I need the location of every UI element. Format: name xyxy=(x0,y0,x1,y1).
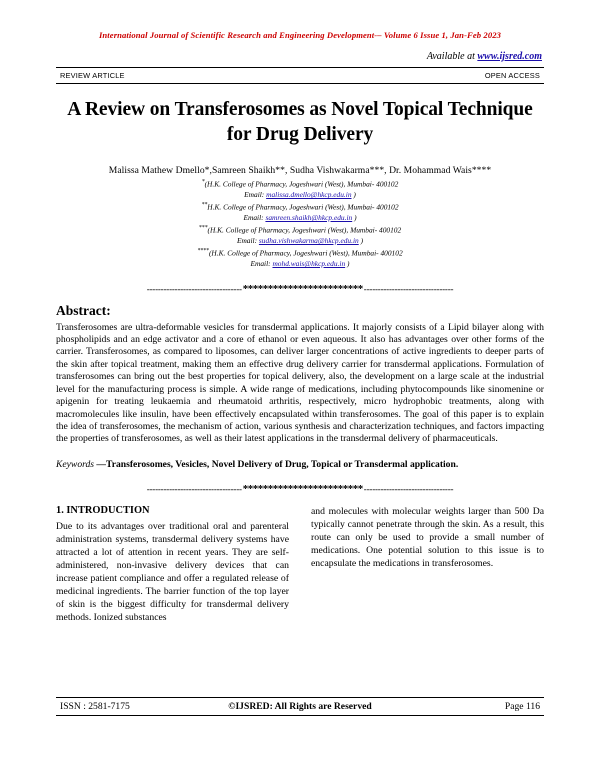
affiliation-item xyxy=(56,224,544,236)
available-prefix: Available at xyxy=(426,51,478,62)
separator-dashes-left: ---------------------------------- xyxy=(146,483,242,494)
introduction-text-left: Due to its advantages over traditional oral and parenteral administration systems, transdermal delivery systems have attracted a lot of attention in recent years. They are self-administered, non-invasive delivery devices that can increase patient compliance and offer a regulated release of medicinal ingredients. The barrier function of the top layer of skin is the biggest difficulty for transdermal delivery methods. Ionized substances xyxy=(56,520,289,623)
affiliation-email-item xyxy=(56,190,544,201)
affiliation-block xyxy=(56,178,544,270)
separator-dashes-left: ---------------------------------- xyxy=(146,283,242,294)
page-number: Page 116 xyxy=(504,701,540,712)
article-type-bar xyxy=(56,67,544,84)
separator-dashes-right: -------------------------------- xyxy=(363,483,454,494)
affiliation-marker: **** xyxy=(197,247,209,254)
affiliation-marker: ** xyxy=(201,201,208,208)
email-label: Email: xyxy=(244,190,267,200)
email-suffix: ) xyxy=(352,213,357,223)
article-type-label: REVIEW ARTICLE xyxy=(60,71,125,80)
affiliation-email-item xyxy=(56,213,544,224)
section-separator-2 xyxy=(56,483,544,495)
email-link[interactable]: sudha.vishwakarma@hkcp.edu.in xyxy=(258,235,359,245)
email-suffix: ) xyxy=(345,258,350,268)
keywords-line xyxy=(56,459,544,470)
email-link[interactable]: malissa.dmello@hkcp.edu.in xyxy=(266,190,352,200)
affiliation-marker: *** xyxy=(198,224,208,231)
affiliation-text: (H.K. College of Pharmacy, Jogeshwari (West), Mumbai- 400102 xyxy=(208,248,403,258)
separator-stars: ************************ xyxy=(242,282,363,295)
affiliation-item xyxy=(56,247,544,259)
keywords-body: —Transferosomes, Vesicles, Novel Delivery of Drug, Topical or Transdermal application. xyxy=(96,458,459,470)
column-left xyxy=(56,505,289,624)
separator-stars: ************************ xyxy=(242,482,363,495)
affiliation-email-item xyxy=(56,259,544,270)
available-at-line xyxy=(56,51,542,62)
abstract-text: Transferosomes are ultra-deformable vesicles for transdermal applications. It majorly consists of a Lipid bilayer along with phospholipids and an edge activator and a core of ethanol or even aqueous. It also has advantages over other forms of the carrier. Transferosomes, as compared to liposomes, can deliver larger concentrations of active ingredients to deeper parts of the skin after topical treatment, making them an effective drug delivery carrier for transdermal applications. Formulation of transferosomes can bring out the best properties for topical delivery, also, the development on a large scale at the industrial level for the manufacturing process is simple. A wide range of medications, including phytocompounds like sinomenine or apigenin for treating leukaemia and rheumatoid arthritis, respectively, micro hydrophobic treatments, along with macromolecules like insulin, have been effectively encapsulated within transferosomes. The goal of this paper is to explain the idea of transferosomes, the mechanism of action, various synthesis and characterization techniques, and factors impacting the properties of transferosomes, as well as their latest applications in the transdermal delivery of pharmaceuticals. xyxy=(56,321,544,445)
column-right xyxy=(311,505,544,624)
affiliation-text: H.K. College of Pharmacy, Jogeshwari (West), Mumbai- 400102 xyxy=(207,202,399,212)
abstract-heading: Abstract: xyxy=(56,302,111,318)
affiliation-item xyxy=(56,178,544,190)
open-access-label: OPEN ACCESS xyxy=(484,71,540,80)
author-list: Malissa Mathew Dmello*,Samreen Shaikh**, Sudha Vishwakarma***, Dr. Mohammad Wais**** xyxy=(108,164,492,176)
affiliation-marker: * xyxy=(201,178,205,185)
page-footer xyxy=(56,697,544,716)
email-link[interactable]: samreen.shaikh@hkcp.edu.in xyxy=(265,213,353,223)
email-suffix: ) xyxy=(351,190,356,200)
keywords-label: Keywords xyxy=(56,458,97,470)
email-label: Email: xyxy=(250,258,273,268)
issn-label: ISSN : 2581-7175 xyxy=(60,701,130,712)
section-separator xyxy=(56,283,544,295)
page-title: A Review on Transferosomes as Novel Topical Technique for Drug Delivery xyxy=(67,99,533,145)
affiliation-text: (H.K. College of Pharmacy, Jogeshwari (West), Mumbai- 400102 xyxy=(207,225,402,235)
introduction-text-right: and molecules with molecular weights larger than 500 Da typically cannot penetrate through the skin. As a result, this route can only be used to provide a small number of medications. One potential solution to this issue is to encapsulate the medications in transferosomes. xyxy=(311,505,544,569)
affiliation-email-item xyxy=(56,236,544,247)
journal-url-link[interactable]: www.ijsred.com xyxy=(477,51,542,62)
journal-header: International Journal of Scientific Research and Engineering Development-– Volume 6 Issue 1, Jan-Feb 2023 xyxy=(98,30,502,40)
affiliation-text: (H.K. College of Pharmacy, Jogeshwari (West), Mumbai- 400102 xyxy=(204,179,399,189)
introduction-heading: 1. INTRODUCTION xyxy=(56,504,150,516)
affiliation-item xyxy=(56,201,544,213)
copyright-label: ©IJSRED: All Rights are Reserved xyxy=(228,701,372,712)
body-columns xyxy=(56,505,544,624)
email-suffix: ) xyxy=(358,235,364,245)
email-label: Email: xyxy=(243,213,266,223)
email-link[interactable]: mohd.wais@hkcp.edu.in xyxy=(272,258,346,268)
separator-dashes-right: -------------------------------- xyxy=(363,283,454,294)
email-label: Email: xyxy=(236,235,259,245)
